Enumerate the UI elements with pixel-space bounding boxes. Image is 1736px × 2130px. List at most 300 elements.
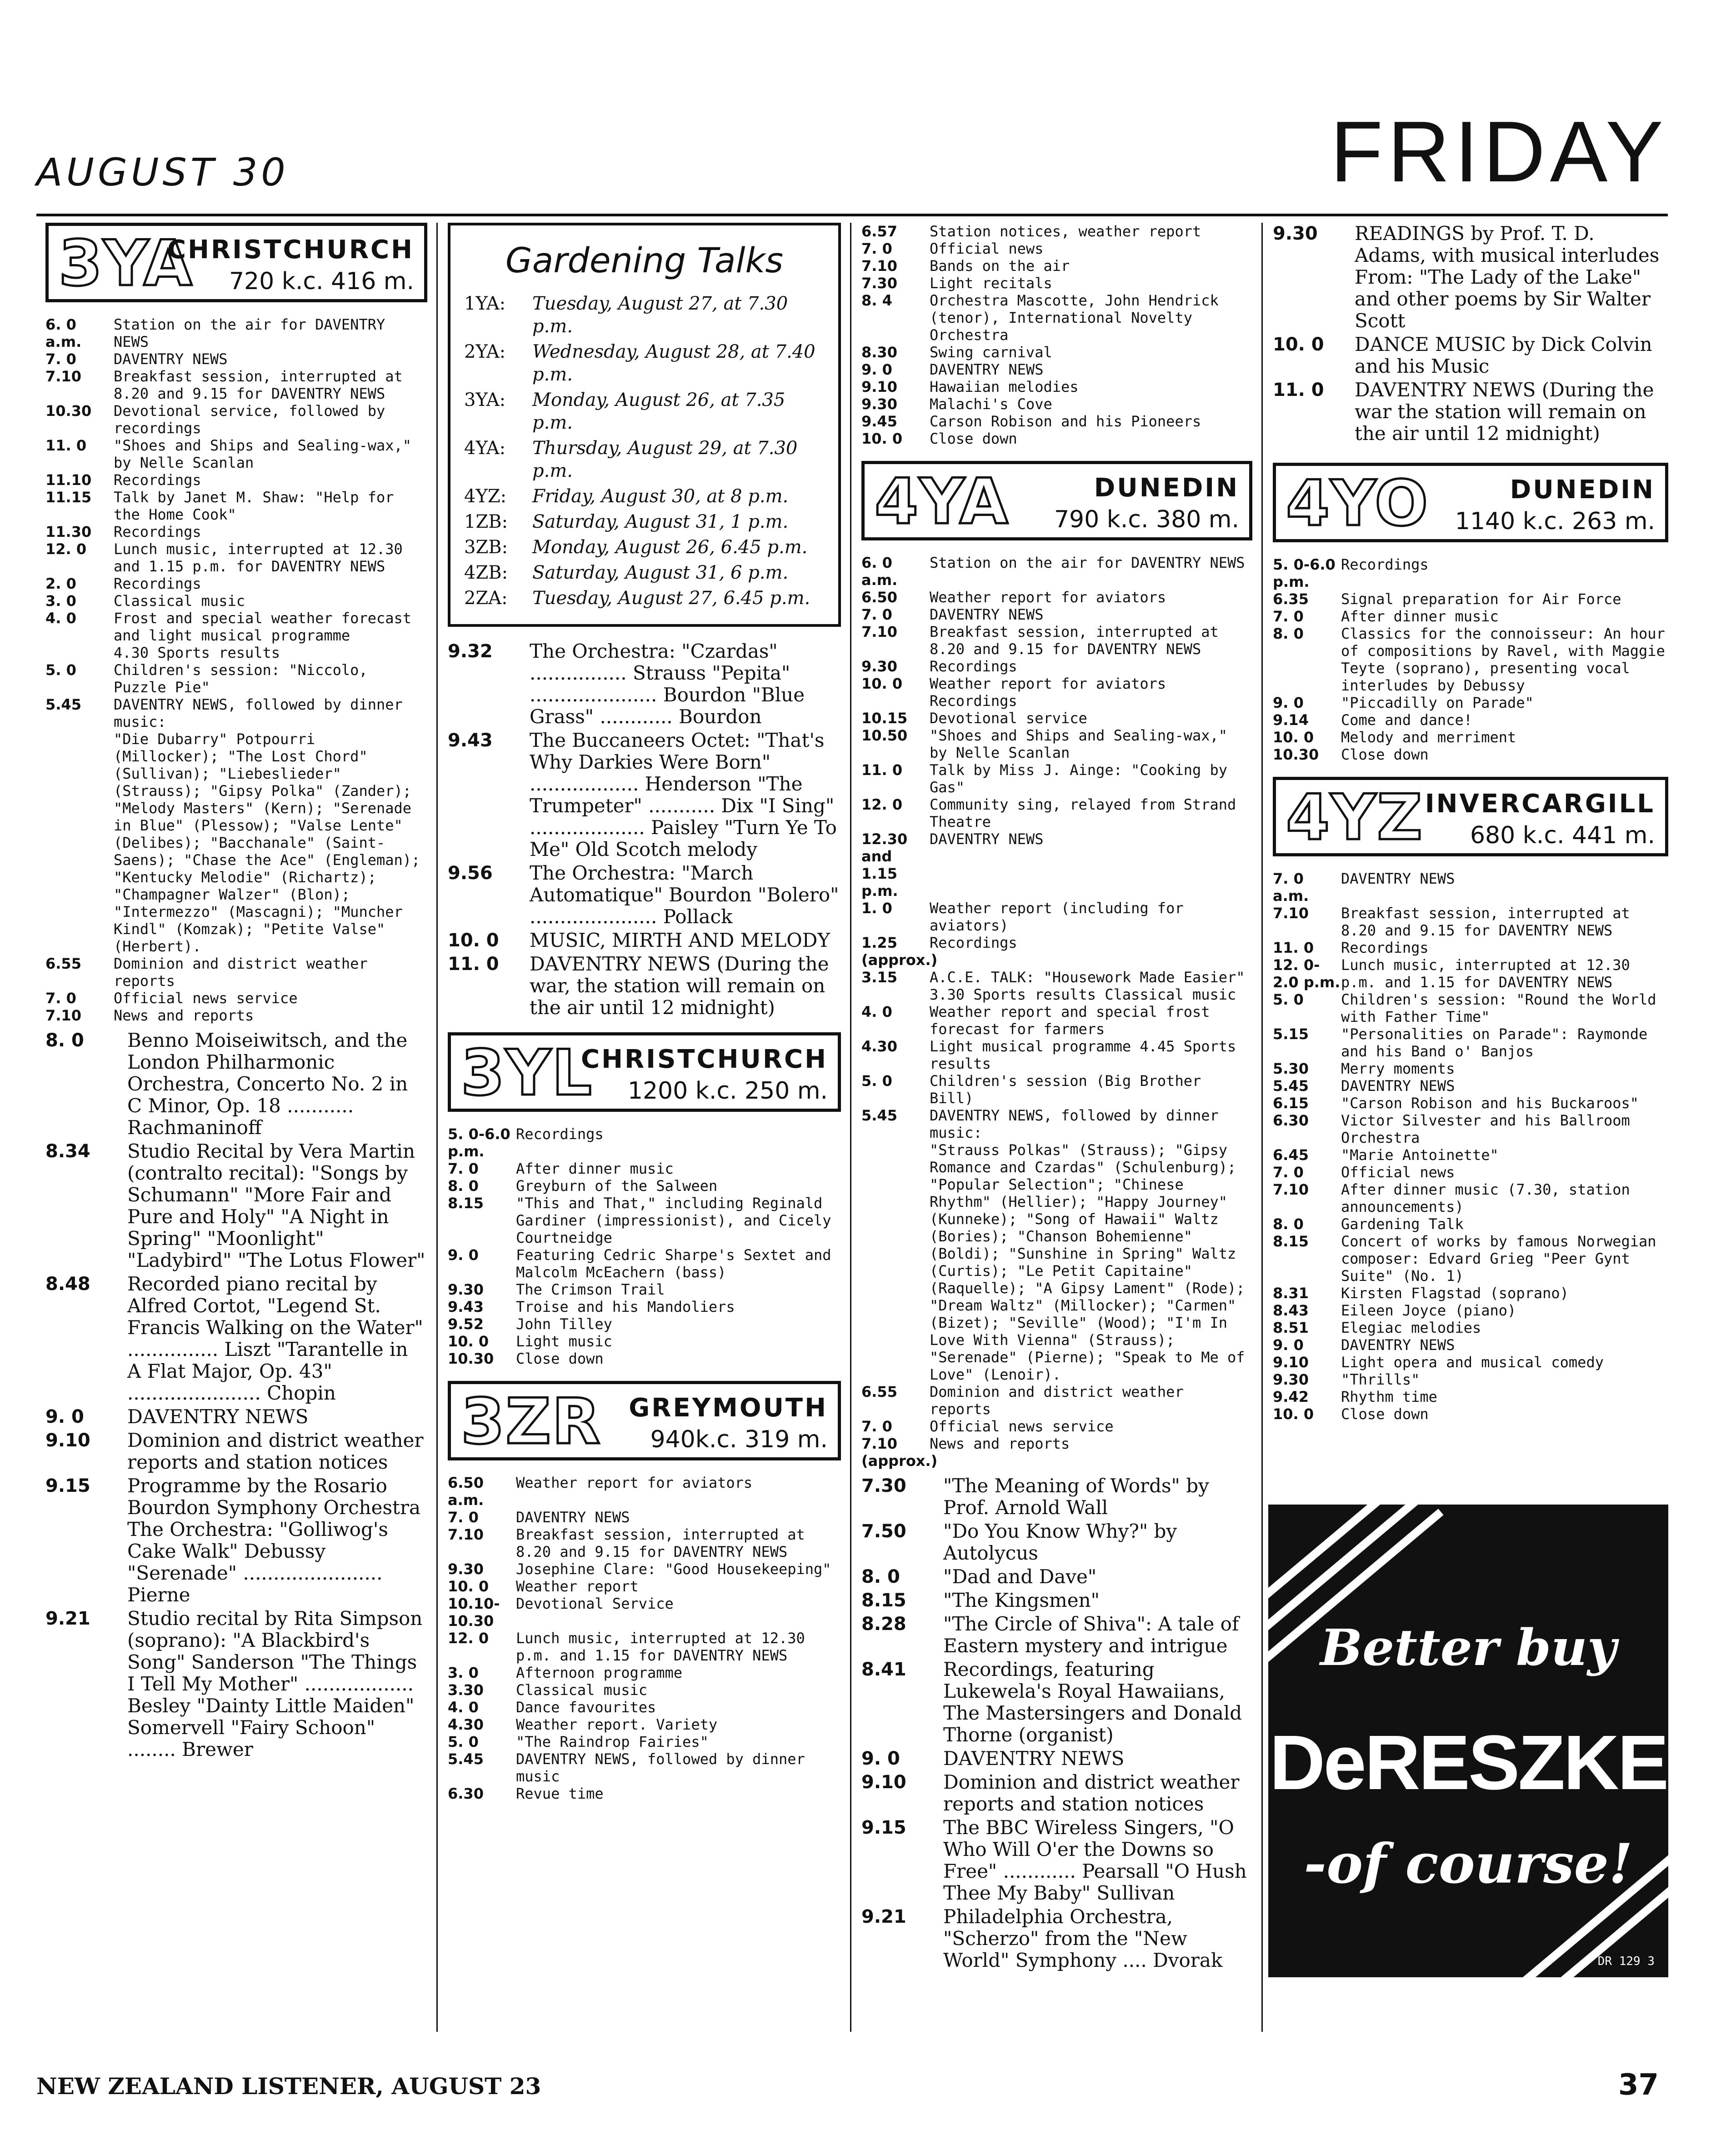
- programme-time: 7. 0: [861, 606, 892, 623]
- programme-description: Studio Recital by Vera Martin (contralto recital): "Songs by Schumann" "More Fair and Pure and Holy" "A Night in Spring" "Moonlight" "Ladybird" "The Lotus Flower": [127, 1140, 425, 1271]
- programme-time: (approx.): [861, 1452, 938, 1470]
- gardening-when: Friday, August 30, at 8 p.m.: [532, 486, 789, 507]
- programme-time: 9. 0: [45, 1406, 84, 1427]
- programme-item: [1273, 694, 1668, 711]
- programme-time: 3.15: [861, 969, 897, 986]
- programme-description: Orchestra Mascotte, John Hendrick (tenor), International Novelty Orchestra: [930, 292, 1219, 344]
- programme-time: 7.50: [861, 1521, 906, 1542]
- ad-stripe: [1268, 1505, 1444, 1627]
- programme-item: [448, 1560, 841, 1578]
- gardening-talk-row: [464, 292, 825, 338]
- programme-time: 7.30: [861, 275, 897, 292]
- programme-item: [861, 240, 1252, 257]
- gardening-when: Tuesday, August 27, 6.45 p.m.: [532, 588, 810, 609]
- programme-time: 7. 0: [1273, 608, 1304, 625]
- programme-time: 8. 0: [861, 1566, 900, 1587]
- programme-description: The Orchestra: "March Automatique" Bourdon "Bolero" ..................... Pollack: [530, 862, 839, 928]
- programme-time: 11.10: [45, 471, 92, 489]
- programme-item: [1273, 1285, 1668, 1302]
- programme-time: 12.30 and 1.15 p.m.: [861, 830, 908, 900]
- station-header-4ya: [861, 461, 1252, 540]
- programme-description: Recordings: [114, 523, 201, 540]
- programme-time: 4. 0: [861, 1003, 892, 1020]
- programme-time: 8. 0: [45, 1030, 84, 1051]
- programme-description: Dominion and district weather reports: [114, 955, 368, 990]
- programme-time: 8.51: [1273, 1319, 1309, 1336]
- programme-item: [448, 1350, 841, 1367]
- station-call-sign: 4YZ: [1286, 781, 1424, 854]
- programme-continuation: [861, 223, 1252, 447]
- programme-item: [448, 640, 841, 728]
- programme-time: 9.56: [448, 863, 493, 884]
- programme-continuation: [1273, 223, 1668, 445]
- gardening-station: 3ZB:: [464, 537, 508, 558]
- programme-description: Weather report for aviators Recordings: [930, 675, 1166, 710]
- programme-time: (approx.): [861, 951, 938, 969]
- programme-description: Signal preparation for Air Force: [1341, 590, 1621, 608]
- programme-item: [45, 955, 427, 990]
- programme-item: [448, 1630, 841, 1664]
- programme-item: [45, 316, 427, 350]
- programme-item: [448, 862, 841, 928]
- programme-description: Station notices, weather report: [930, 223, 1201, 240]
- programme-time: 6.50 a.m.: [448, 1474, 484, 1509]
- programme-time: 9.52: [448, 1315, 484, 1333]
- programme-description: Official news: [930, 240, 1044, 257]
- programme-time: 12. 0-2.0 p.m.: [1273, 956, 1341, 991]
- programme-item: [1273, 1233, 1668, 1285]
- programme-time: 6.57: [861, 223, 897, 240]
- programme-item: [1273, 1164, 1668, 1181]
- programme-time: 9.30: [448, 1281, 484, 1298]
- programme-item: [448, 1699, 841, 1716]
- programme-time: 6.35: [1273, 590, 1309, 608]
- programme-item: [1273, 746, 1668, 763]
- header-rule: [36, 214, 1668, 216]
- programme-item: [448, 1664, 841, 1681]
- programme-time: 9.15: [45, 1475, 90, 1496]
- programme-description: DAVENTRY NEWS: [930, 830, 1044, 848]
- gardening-talks-box: [448, 223, 841, 627]
- column-1: [45, 223, 427, 1762]
- programme-description: Weather report and special frost forecast for farmers: [930, 1003, 1210, 1038]
- programme-time: [861, 986, 930, 1003]
- programme-item: [448, 953, 841, 1019]
- station-header-3zr: [448, 1381, 841, 1460]
- programme-time: 9.43: [448, 730, 493, 751]
- programme-time: 7. 0: [448, 1160, 479, 1177]
- station-city: CHRISTCHURCH: [167, 235, 414, 265]
- programme-time: 9.42: [1273, 1388, 1309, 1405]
- programme-time: 7. 0: [45, 350, 76, 368]
- programme-time: 10. 0: [448, 1578, 489, 1595]
- programme-time: 7.10: [45, 1007, 81, 1024]
- programme-description: Classical music: [516, 1681, 647, 1699]
- programme-description: [930, 1452, 1252, 1470]
- gardening-talk-row: [464, 340, 825, 386]
- gardening-talk-row: [464, 561, 825, 584]
- programme-description: Devotional service: [930, 710, 1087, 727]
- programme-time: 8.15: [448, 1195, 484, 1212]
- programme-item: [861, 378, 1252, 395]
- evening-programme-list: [861, 1475, 1252, 1971]
- programme-item: [861, 1906, 1252, 1971]
- programme-time: 10. 0: [448, 930, 499, 951]
- programme-item: [448, 730, 841, 860]
- programme-description: MUSIC, MIRTH AND MELODY: [530, 929, 830, 951]
- programme-item: [1273, 1354, 1668, 1371]
- programme-description: "Personalities on Parade": Raymonde and his Band o' Banjos: [1341, 1025, 1648, 1060]
- programme-item: [861, 1141, 1252, 1383]
- programme-time: 11. 0: [861, 761, 903, 779]
- programme-time: 3. 0: [448, 1664, 479, 1681]
- programme-description: DAVENTRY NEWS, followed by dinner music:: [114, 696, 403, 730]
- gardening-when: Monday, August 26, 6.45 p.m.: [532, 537, 808, 558]
- programme-time: 9.32: [448, 641, 493, 662]
- programme-item: [448, 1281, 841, 1298]
- programme-item: [448, 1716, 841, 1733]
- programme-item: [1273, 334, 1668, 377]
- programme-description: Dominion and district weather reports and station notices: [943, 1771, 1240, 1815]
- programme-description: Close down: [1341, 746, 1429, 763]
- programme-time: 9.43: [448, 1298, 484, 1315]
- programme-description: Merry moments: [1341, 1060, 1455, 1077]
- programme-description: Classics for the connoisseur: An hour of compositions by Ravel, with Maggie Teyte (soprano), presenting vocal interludes by Debussy: [1341, 625, 1665, 694]
- programme-item: [1273, 1025, 1668, 1060]
- gardening-talk-row: [464, 536, 825, 559]
- programme-description: Official news service: [114, 990, 298, 1007]
- programme-item: [1273, 1077, 1668, 1095]
- column-divider: [1261, 223, 1263, 2032]
- programme-description: DAVENTRY NEWS: [930, 361, 1044, 378]
- programme-item: [448, 1333, 841, 1350]
- programme-description: Studio recital by Rita Simpson (soprano): "A Blackbird's Song" Sanderson "The Things I Tell My Mother" .................. Besley "Dainty Little Maiden" Somervell "Fairy Schoon" ........ Brewer: [127, 1607, 423, 1760]
- programme-time: 9.15: [861, 1817, 906, 1838]
- programme-item: [448, 1509, 841, 1526]
- programme-description: "Dad and Dave": [943, 1565, 1097, 1588]
- programme-time: 7. 0 a.m.: [1273, 870, 1309, 905]
- programme-description: The Buccaneers Octet: "That's Why Darkies Were Born" .................. Henderson "The Trumpeter" ........... Dix "I Sing" ................... Paisley "Turn Ye To Me" Old Scotch melody: [530, 729, 837, 860]
- programme-item: [861, 430, 1252, 447]
- programme-description: "Do You Know Why?" by Autolycus: [943, 1520, 1177, 1564]
- programme-item: [1273, 556, 1668, 590]
- programme-description: Josephine Clare: "Good Housekeeping": [516, 1560, 831, 1578]
- programme-description: The BBC Wireless Singers, "O Who Will O'er the Downs so Free" ............ Pearsall "O Hush Thee My Baby" Sullivan: [943, 1816, 1247, 1904]
- programme-item: [1273, 1319, 1668, 1336]
- programme-description: Carson Robison and his Pioneers: [930, 413, 1201, 430]
- programme-time: 4.30: [861, 1038, 897, 1055]
- programme-item: [45, 1475, 427, 1606]
- programme-time: 11. 0: [448, 954, 499, 975]
- programme-time: 6. 0 a.m.: [45, 316, 82, 350]
- column-3: [861, 223, 1252, 1973]
- gardening-talk-row: [464, 510, 825, 533]
- programme-item: [1273, 905, 1668, 939]
- programme-description: Recordings: [114, 471, 201, 489]
- programme-time: 7.10: [861, 623, 897, 640]
- programme-time: 8.15: [861, 1590, 906, 1611]
- programme-item: [861, 986, 1252, 1003]
- programme-list: [1273, 870, 1668, 1423]
- programme-time: 7.10: [861, 257, 897, 275]
- programme-item: [861, 1659, 1252, 1746]
- programme-item: [1273, 608, 1668, 625]
- programme-time: 6.45: [1273, 1146, 1309, 1164]
- programme-item: [861, 1003, 1252, 1038]
- programme-time: 9. 0: [1273, 1336, 1304, 1354]
- programme-description: Rhythm time: [1341, 1388, 1437, 1405]
- programme-time: 5. 0: [1273, 991, 1304, 1008]
- programme-item: [448, 930, 841, 951]
- programme-time: 7.10: [448, 1526, 484, 1543]
- programme-description: Greyburn of the Salween: [516, 1177, 718, 1195]
- programme-time: 4.30: [448, 1716, 484, 1733]
- programme-description: "Piccadilly on Parade": [1341, 694, 1534, 711]
- programme-description: Gardening Talk: [1341, 1215, 1464, 1233]
- programme-time: 9.10: [861, 1772, 906, 1793]
- programme-time: 8.48: [45, 1274, 90, 1295]
- programme-item: [861, 1072, 1252, 1107]
- programme-time: 9.30: [861, 395, 897, 413]
- programme-time: 9. 0: [861, 1748, 900, 1769]
- programme-time: 9.10: [45, 1430, 90, 1451]
- programme-item: [45, 730, 427, 955]
- gardening-station: 3YA:: [464, 390, 506, 410]
- programme-description: Featuring Cedric Sharpe's Sextet and Malcolm McEachern (bass): [516, 1246, 831, 1281]
- programme-time: 8.34: [45, 1141, 90, 1162]
- programme-item: [448, 1125, 841, 1160]
- gardening-talks-title: Gardening Talks: [505, 240, 784, 280]
- programme-description: DAVENTRY NEWS: [1341, 1077, 1455, 1095]
- programme-item: [45, 696, 427, 730]
- programme-description: Troise and his Mandoliers: [516, 1298, 735, 1315]
- programme-description: Recorded piano recital by Alfred Cortot, "Legend St. Francis Walking on the Water" ............... Liszt "Tarantelle in A Flat Major, Op. 43" ...................... Chopin: [127, 1273, 423, 1404]
- programme-time: [861, 1141, 930, 1383]
- programme-item: [861, 1418, 1252, 1435]
- station-city: DUNEDIN: [1094, 473, 1239, 503]
- programme-item: [45, 540, 427, 575]
- programme-description: Lunch music, interrupted at 12.30 p.m. and 1.15 for DAVENTRY NEWS: [516, 1630, 805, 1664]
- programme-description: Breakfast session, interrupted at 8.20 and 9.15 for DAVENTRY NEWS: [516, 1526, 805, 1560]
- gardening-talk-row: [464, 485, 825, 508]
- programme-item: [861, 1613, 1252, 1657]
- station-header-4yz: [1273, 777, 1668, 856]
- programme-time: 6.50: [861, 589, 897, 606]
- programme-item: [45, 489, 427, 523]
- programme-time: 6.15: [1273, 1095, 1309, 1112]
- programme-item: [861, 1590, 1252, 1611]
- programme-description: Elegiac melodies: [1341, 1319, 1481, 1336]
- station-city: DUNEDIN: [1510, 475, 1655, 505]
- programme-time: 4. 0: [45, 610, 76, 627]
- programme-description: "The Circle of Shiva": A tale of Eastern mystery and intrigue: [943, 1613, 1239, 1657]
- programme-description: Weather report: [516, 1578, 639, 1595]
- programme-time: 10. 0: [1273, 729, 1314, 746]
- programme-description: DAVENTRY NEWS (During the war the station will remain on the air until 12 midnight): [1355, 379, 1654, 445]
- evening-programme-list: [45, 1030, 427, 1760]
- programme-item: [1273, 1112, 1668, 1146]
- programme-item: [861, 623, 1252, 658]
- programme-time: 8. 0: [1273, 625, 1304, 642]
- programme-time: 5.45: [861, 1107, 897, 1124]
- programme-item: [861, 900, 1252, 934]
- programme-item: [861, 658, 1252, 675]
- programme-time: 7.10: [45, 368, 81, 385]
- programme-description: Afternoon programme: [516, 1664, 683, 1681]
- programme-description: Recordings: [1341, 556, 1429, 573]
- programme-description: Weather report. Variety: [516, 1716, 718, 1733]
- programme-item: [861, 1748, 1252, 1770]
- station-header-4yo: [1273, 463, 1668, 542]
- programme-item: [861, 1475, 1252, 1519]
- programme-description: DAVENTRY NEWS: [127, 1405, 309, 1428]
- programme-item: [448, 1298, 841, 1315]
- gardening-when: Thursday, August 29, at 7.30 p.m.: [532, 438, 798, 481]
- programme-description: After dinner music: [516, 1160, 674, 1177]
- programme-description: Classical music: [114, 592, 245, 610]
- station-call-sign: 4YO: [1286, 467, 1429, 540]
- column-2: [448, 223, 841, 1802]
- gardening-station: 1ZB:: [464, 511, 508, 532]
- programme-description: "The Raindrop Fairies": [516, 1733, 709, 1750]
- programme-description: Malachi's Cove: [930, 395, 1052, 413]
- programme-description: 3.30 Sports results Classical music: [930, 986, 1236, 1003]
- programme-item: [1273, 870, 1668, 905]
- column-4: [1273, 223, 1668, 1423]
- programme-item: [861, 796, 1252, 830]
- programme-description: "The Kingsmen": [943, 1589, 1100, 1611]
- programme-item: [861, 1383, 1252, 1418]
- ad-line-1: Better buy: [1320, 1618, 1616, 1677]
- programme-time: 2. 0: [45, 575, 76, 592]
- programme-description: Talk by Miss J. Ainge: "Cooking by Gas": [930, 761, 1228, 796]
- programme-description: Close down: [516, 1350, 604, 1367]
- programme-description: Light musical programme 4.45 Sports results: [930, 1038, 1236, 1072]
- gardening-talk-row: [464, 587, 825, 610]
- programme-item: [861, 1452, 1252, 1470]
- ad-code: DR 129 3: [1597, 1955, 1655, 1968]
- programme-time: 6. 0 a.m.: [861, 554, 898, 589]
- station-city: CHRISTCHURCH: [581, 1045, 828, 1074]
- station-header-3yl: [448, 1032, 841, 1112]
- programme-description: Weather report (including for aviators): [930, 900, 1184, 934]
- programme-description: Community sing, relayed from Strand Theatre: [930, 796, 1236, 830]
- programme-time: 1. 0: [861, 900, 892, 917]
- programme-time: 9. 0: [1273, 694, 1304, 711]
- programme-time: 9.10: [861, 378, 897, 395]
- gardening-station: 4YA:: [464, 438, 506, 459]
- programme-description: Children's session: "Round the World with Father Time": [1341, 991, 1656, 1025]
- programme-item: [448, 1750, 841, 1785]
- programme-item: [45, 575, 427, 592]
- programme-item: [861, 710, 1252, 727]
- station-call-sign: 3YL: [461, 1036, 593, 1110]
- programme-time: 5. 0-6.0 p.m.: [448, 1125, 510, 1160]
- programme-time: 10.10-10.30: [448, 1595, 500, 1630]
- programme-description: Official news: [1341, 1164, 1455, 1181]
- programme-time: 10. 0: [1273, 334, 1324, 355]
- programme-time: 8. 0: [448, 1177, 479, 1195]
- programme-item: [1273, 625, 1668, 694]
- programme-item: [448, 1195, 841, 1246]
- programme-item: [861, 969, 1252, 986]
- page-date: AUGUST 30: [36, 150, 289, 195]
- gardening-talk-row: [464, 389, 825, 434]
- programme-item: [448, 1595, 841, 1630]
- programme-time: 5. 0: [45, 661, 76, 679]
- programme-time: 7.30: [861, 1475, 906, 1496]
- programme-item: [1273, 729, 1668, 746]
- programme-time: 5. 0: [861, 1072, 892, 1090]
- programme-time: 12. 0: [861, 796, 903, 813]
- programme-description: Lunch music, interrupted at 12.30 and 1.15 p.m. for DAVENTRY NEWS: [114, 540, 403, 575]
- programme-description: Melody and merriment: [1341, 729, 1516, 746]
- programme-time: 11. 0: [1273, 380, 1324, 400]
- programme-description: DAVENTRY NEWS (During the war, the station will remain on the air until 12 midnight): [530, 953, 829, 1019]
- programme-time: 10. 0: [1273, 1405, 1314, 1423]
- programme-description: Recordings: [114, 575, 201, 592]
- programme-item: [1273, 379, 1668, 445]
- programme-description: DAVENTRY NEWS, followed by dinner music: [516, 1750, 805, 1785]
- programme-item: [1273, 1388, 1668, 1405]
- programme-item: [861, 606, 1252, 623]
- programme-item: [45, 437, 427, 471]
- programme-item: [45, 1430, 427, 1473]
- programme-continuation: [448, 640, 841, 1019]
- programme-description: Swing carnival: [930, 344, 1052, 361]
- programme-time: 8.31: [1273, 1285, 1309, 1302]
- ad-line-3: -of course!: [1304, 1832, 1633, 1896]
- programme-item: [448, 1177, 841, 1195]
- programme-time: 10.30: [1273, 746, 1319, 763]
- programme-time: 9.21: [45, 1608, 90, 1629]
- programme-description: Breakfast session, interrupted at 8.20 and 9.15 for DAVENTRY NEWS: [114, 368, 403, 402]
- programme-item: [1273, 223, 1668, 332]
- programme-description: Come and dance!: [1341, 711, 1472, 729]
- gardening-when: Tuesday, August 27, at 7.30 p.m.: [532, 293, 788, 337]
- programme-description: DANCE MUSIC by Dick Colvin and his Music: [1355, 333, 1652, 377]
- programme-description: Hawaiian melodies: [930, 378, 1079, 395]
- programme-time: 7. 0: [861, 1418, 892, 1435]
- programme-time: 10. 0: [861, 675, 903, 692]
- programme-description: Kirsten Flagstad (soprano): [1341, 1285, 1569, 1302]
- programme-description: Recordings: [930, 934, 1017, 951]
- programme-item: [448, 1681, 841, 1699]
- programme-description: Children's session: "Niccolo, Puzzle Pie": [114, 661, 368, 696]
- dereszke-advertisement: [1268, 1505, 1668, 1977]
- page-number: 37: [1618, 2068, 1659, 2102]
- programme-time: 5. 0-6.0 p.m.: [1273, 556, 1336, 590]
- programme-description: The Crimson Trail: [516, 1281, 665, 1298]
- programme-item: [1273, 1371, 1668, 1388]
- programme-time: 10.50: [861, 727, 908, 744]
- column-divider: [850, 223, 851, 2032]
- station-frequency: 1140 k.c. 263 m.: [1455, 508, 1655, 535]
- programme-description: Dominion and district weather reports: [930, 1383, 1184, 1418]
- programme-description: DAVENTRY NEWS: [930, 606, 1044, 623]
- programme-time: 10. 0: [861, 430, 903, 447]
- programme-time: 7. 0: [1273, 1164, 1304, 1181]
- programme-item: [861, 361, 1252, 378]
- programme-item: [861, 344, 1252, 361]
- programme-time: 9. 0: [861, 361, 892, 378]
- programme-time: 8.43: [1273, 1302, 1309, 1319]
- programme-time: 9.30: [1273, 223, 1318, 244]
- programme-description: After dinner music (7.30, station announcements): [1341, 1181, 1630, 1215]
- programme-list: [1273, 556, 1668, 763]
- programme-description: Weather report for aviators: [516, 1474, 753, 1491]
- programme-time: 7.10: [861, 1435, 897, 1452]
